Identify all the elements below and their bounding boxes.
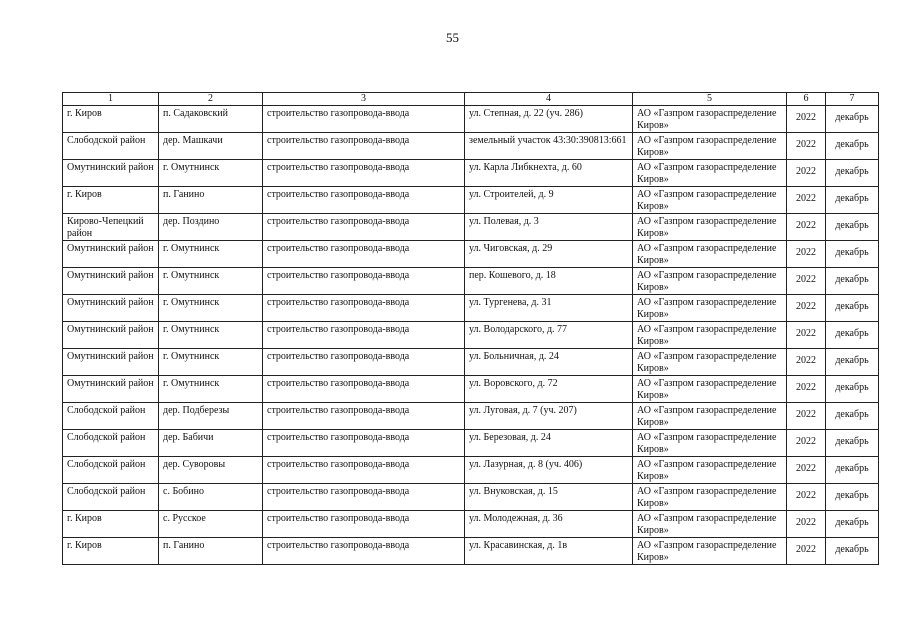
table-row — [63, 133, 879, 160]
table-row — [63, 484, 879, 511]
work-type-cell: строительство газопровода-ввода — [263, 511, 465, 538]
work-type-cell: строительство газопровода-ввода — [263, 133, 465, 160]
table-row — [63, 538, 879, 565]
address-cell: ул. Тургенева, д. 31 — [465, 295, 633, 322]
address-cell: ул. Полевая, д. 3 — [465, 214, 633, 241]
month-cell: декабрь — [826, 295, 879, 322]
settlement-cell: г. Омутнинск — [159, 160, 263, 187]
settlement-cell: г. Омутнинск — [159, 376, 263, 403]
address-cell: ул. Внуковская, д. 15 — [465, 484, 633, 511]
year-cell: 2022 — [787, 403, 826, 430]
work-type-cell: строительство газопровода-ввода — [263, 295, 465, 322]
table-row — [63, 160, 879, 187]
month-cell: декабрь — [826, 187, 879, 214]
work-type-cell: строительство газопровода-ввода — [263, 322, 465, 349]
work-type-cell: строительство газопровода-ввода — [263, 160, 465, 187]
district-cell: Омутнинский район — [63, 322, 159, 349]
year-cell: 2022 — [787, 133, 826, 160]
column-header: 3 — [263, 93, 465, 106]
table-row — [63, 214, 879, 241]
organization-cell: АО «Газпром газораспределение Киров» — [633, 241, 787, 268]
organization-cell: АО «Газпром газораспределение Киров» — [633, 430, 787, 457]
district-cell: Омутнинский район — [63, 268, 159, 295]
table-row — [63, 322, 879, 349]
district-cell: Слободской район — [63, 484, 159, 511]
year-cell: 2022 — [787, 214, 826, 241]
table-row — [63, 106, 879, 133]
organization-cell: АО «Газпром газораспределение Киров» — [633, 187, 787, 214]
organization-cell: АО «Газпром газораспределение Киров» — [633, 538, 787, 565]
work-type-cell: строительство газопровода-ввода — [263, 214, 465, 241]
settlement-cell: п. Ганино — [159, 538, 263, 565]
address-cell: земельный участок 43:30:390813:661 — [465, 133, 633, 160]
settlement-cell: г. Омутнинск — [159, 295, 263, 322]
year-cell: 2022 — [787, 376, 826, 403]
address-cell: ул. Строителей, д. 9 — [465, 187, 633, 214]
column-header: 7 — [826, 93, 879, 106]
column-header: 2 — [159, 93, 263, 106]
work-type-cell: строительство газопровода-ввода — [263, 187, 465, 214]
month-cell: декабрь — [826, 349, 879, 376]
work-type-cell: строительство газопровода-ввода — [263, 376, 465, 403]
organization-cell: АО «Газпром газораспределение Киров» — [633, 106, 787, 133]
district-cell: г. Киров — [63, 511, 159, 538]
organization-cell: АО «Газпром газораспределение Киров» — [633, 133, 787, 160]
organization-cell: АО «Газпром газораспределение Киров» — [633, 511, 787, 538]
address-cell: ул. Володарского, д. 77 — [465, 322, 633, 349]
district-cell: г. Киров — [63, 106, 159, 133]
district-cell: Омутнинский район — [63, 349, 159, 376]
table-row — [63, 349, 879, 376]
year-cell: 2022 — [787, 484, 826, 511]
organization-cell: АО «Газпром газораспределение Киров» — [633, 160, 787, 187]
work-type-cell: строительство газопровода-ввода — [263, 538, 465, 565]
work-type-cell: строительство газопровода-ввода — [263, 403, 465, 430]
year-cell: 2022 — [787, 295, 826, 322]
table-row — [63, 295, 879, 322]
table-row — [63, 187, 879, 214]
table-header-row — [63, 93, 879, 106]
year-cell: 2022 — [787, 430, 826, 457]
district-cell: Слободской район — [63, 133, 159, 160]
year-cell: 2022 — [787, 511, 826, 538]
month-cell: декабрь — [826, 484, 879, 511]
organization-cell: АО «Газпром газораспределение Киров» — [633, 268, 787, 295]
district-cell: Слободской район — [63, 457, 159, 484]
address-cell: ул. Луговая, д. 7 (уч. 207) — [465, 403, 633, 430]
address-cell: ул. Чиговская, д. 29 — [465, 241, 633, 268]
district-cell: г. Киров — [63, 538, 159, 565]
month-cell: декабрь — [826, 457, 879, 484]
column-header: 6 — [787, 93, 826, 106]
organization-cell: АО «Газпром газораспределение Киров» — [633, 214, 787, 241]
district-cell: Омутнинский район — [63, 160, 159, 187]
organization-cell: АО «Газпром газораспределение Киров» — [633, 457, 787, 484]
address-cell: пер. Кошевого, д. 18 — [465, 268, 633, 295]
table-row — [63, 511, 879, 538]
settlement-cell: г. Омутнинск — [159, 241, 263, 268]
organization-cell: АО «Газпром газораспределение Киров» — [633, 403, 787, 430]
table-row — [63, 376, 879, 403]
settlement-cell: п. Садаковский — [159, 106, 263, 133]
year-cell: 2022 — [787, 106, 826, 133]
organization-cell: АО «Газпром газораспределение Киров» — [633, 484, 787, 511]
work-type-cell: строительство газопровода-ввода — [263, 484, 465, 511]
district-cell: г. Киров — [63, 187, 159, 214]
year-cell: 2022 — [787, 187, 826, 214]
table-row — [63, 268, 879, 295]
month-cell: декабрь — [826, 511, 879, 538]
settlement-cell: г. Омутнинск — [159, 268, 263, 295]
work-type-cell: строительство газопровода-ввода — [263, 241, 465, 268]
settlement-cell: дер. Подберезы — [159, 403, 263, 430]
column-header: 1 — [63, 93, 159, 106]
district-cell: Слободской район — [63, 403, 159, 430]
month-cell: декабрь — [826, 133, 879, 160]
work-type-cell: строительство газопровода-ввода — [263, 430, 465, 457]
month-cell: декабрь — [826, 268, 879, 295]
column-header: 5 — [633, 93, 787, 106]
address-cell: ул. Больничная, д. 24 — [465, 349, 633, 376]
settlement-cell: п. Ганино — [159, 187, 263, 214]
month-cell: декабрь — [826, 106, 879, 133]
month-cell: декабрь — [826, 538, 879, 565]
settlement-cell: с. Русское — [159, 511, 263, 538]
month-cell: декабрь — [826, 430, 879, 457]
work-type-cell: строительство газопровода-ввода — [263, 349, 465, 376]
address-cell: ул. Молодежная, д. 36 — [465, 511, 633, 538]
district-cell: Омутнинский район — [63, 241, 159, 268]
address-cell: ул. Степная, д. 22 (уч. 286) — [465, 106, 633, 133]
page-number: 55 — [446, 30, 459, 45]
month-cell: декабрь — [826, 403, 879, 430]
table-row — [63, 457, 879, 484]
district-cell: Омутнинский район — [63, 376, 159, 403]
address-cell: ул. Лазурная, д. 8 (уч. 406) — [465, 457, 633, 484]
district-cell: Омутнинский район — [63, 295, 159, 322]
month-cell: декабрь — [826, 214, 879, 241]
month-cell: декабрь — [826, 376, 879, 403]
year-cell: 2022 — [787, 160, 826, 187]
organization-cell: АО «Газпром газораспределение Киров» — [633, 322, 787, 349]
address-cell: ул. Красавинская, д. 1в — [465, 538, 633, 565]
month-cell: декабрь — [826, 241, 879, 268]
year-cell: 2022 — [787, 538, 826, 565]
district-cell: Кирово-Чепецкий район — [63, 214, 159, 241]
year-cell: 2022 — [787, 457, 826, 484]
organization-cell: АО «Газпром газораспределение Киров» — [633, 376, 787, 403]
month-cell: декабрь — [826, 322, 879, 349]
organization-cell: АО «Газпром газораспределение Киров» — [633, 349, 787, 376]
district-cell: Слободской район — [63, 430, 159, 457]
settlement-cell: с. Бобино — [159, 484, 263, 511]
organization-cell: АО «Газпром газораспределение Киров» — [633, 295, 787, 322]
year-cell: 2022 — [787, 349, 826, 376]
year-cell: 2022 — [787, 268, 826, 295]
table-row — [63, 430, 879, 457]
work-type-cell: строительство газопровода-ввода — [263, 268, 465, 295]
table-row — [63, 403, 879, 430]
settlement-cell: г. Омутнинск — [159, 349, 263, 376]
address-cell: ул. Карла Либкнехта, д. 60 — [465, 160, 633, 187]
settlement-cell: дер. Суворовы — [159, 457, 263, 484]
year-cell: 2022 — [787, 322, 826, 349]
table-row — [63, 241, 879, 268]
work-type-cell: строительство газопровода-ввода — [263, 457, 465, 484]
work-type-cell: строительство газопровода-ввода — [263, 106, 465, 133]
month-cell: декабрь — [826, 160, 879, 187]
settlement-cell: г. Омутнинск — [159, 322, 263, 349]
column-header: 4 — [465, 93, 633, 106]
settlement-cell: дер. Поздино — [159, 214, 263, 241]
data-table — [62, 92, 879, 565]
year-cell: 2022 — [787, 241, 826, 268]
settlement-cell: дер. Бабичи — [159, 430, 263, 457]
address-cell: ул. Березовая, д. 24 — [465, 430, 633, 457]
address-cell: ул. Воровского, д. 72 — [465, 376, 633, 403]
settlement-cell: дер. Машкачи — [159, 133, 263, 160]
